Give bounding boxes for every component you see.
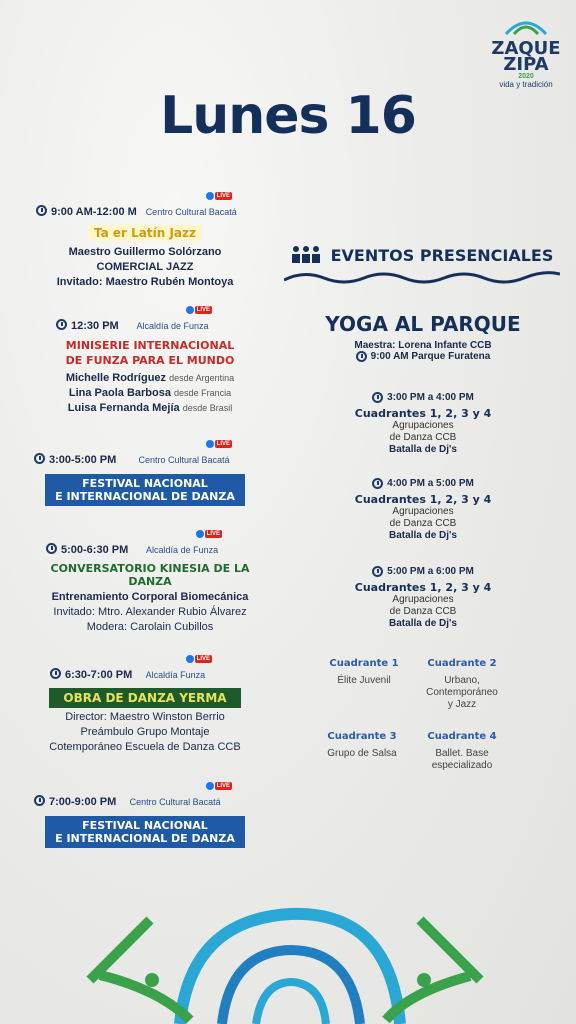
event-heading: MINISERIE INTERNACIONAL — [65, 339, 235, 352]
clock-icon — [34, 453, 45, 464]
facebook-icon — [206, 782, 214, 790]
event-venue: Alcaldía de Funza — [136, 321, 209, 331]
event-5 — [30, 655, 260, 755]
event-venue: Alcaldía Funza — [145, 670, 206, 680]
cuadrante-2 — [410, 658, 514, 711]
cuadrante-title: Cuadrante 1 — [329, 658, 399, 669]
presencial-title: EVENTOS PRESENCIALES — [330, 245, 554, 265]
slot-heading: Cuadrantes 1, 2, 3 y 4 — [354, 493, 492, 507]
event-heading: DE FUNZA PARA EL MUNDO — [65, 354, 235, 367]
slot-heading: Cuadrantes 1, 2, 3 y 4 — [354, 581, 492, 595]
slot-3 — [286, 566, 560, 630]
event-line: Invitado: Maestro Rubén Montoya — [56, 276, 234, 288]
slot-line: de Danza CCB — [389, 606, 457, 618]
event-time: 5:00-6:30 PM — [61, 544, 129, 556]
slot-time: 5:00 PM a 6:00 PM — [387, 566, 474, 578]
event-person — [40, 386, 260, 401]
cuadrante-line: Élite Juvenil — [337, 675, 391, 686]
event-time: 9:00 AM-12:00 M — [51, 206, 137, 218]
slot-2 — [286, 478, 560, 542]
cuadrante-line: Grupo de Salsa — [327, 748, 397, 759]
event-heading: CONVERSATORIO KINESIA DE LA DANZA — [50, 562, 250, 588]
facebook-icon — [186, 655, 194, 663]
event-line: Invitado: Mtro. Alexander Rubio Álvarez — [53, 606, 247, 618]
event-1 — [30, 192, 260, 290]
clock-icon — [372, 478, 383, 489]
yoga-block — [286, 312, 560, 362]
facebook-icon — [206, 192, 214, 200]
person-origin: desde Brasil — [182, 403, 233, 413]
live-badge: LIVE — [216, 783, 230, 789]
wave-divider — [284, 270, 560, 284]
facebook-icon — [206, 440, 214, 448]
logo-year: 2020 — [518, 73, 534, 80]
decorative-swirl — [0, 900, 576, 1024]
slot-line: Batalla de Dj's — [389, 618, 457, 630]
clock-icon — [36, 205, 47, 216]
event-heading: FESTIVAL NACIONAL — [82, 819, 208, 832]
person-name: Michelle Rodríguez — [65, 372, 167, 384]
cuadrante-3 — [312, 731, 412, 760]
clock-icon — [50, 668, 61, 679]
slot-heading: Cuadrantes 1, 2, 3 y 4 — [354, 407, 492, 421]
page-title: Lunes 16 — [160, 86, 416, 146]
cuadrante-title: Cuadrante 2 — [427, 658, 497, 669]
slot-line: Batalla de Dj's — [389, 444, 457, 456]
person-name: Luisa Fernanda Mejía — [67, 402, 180, 414]
event-time: 3:00-5:00 PM — [49, 454, 117, 466]
facebook-icon — [186, 306, 194, 314]
live-badge: LIVE — [216, 441, 230, 447]
live-badge: LIVE — [196, 307, 210, 313]
event-line: Preámbulo Grupo Montaje — [80, 726, 210, 738]
event-heading: FESTIVAL NACIONAL — [82, 477, 208, 490]
event-3 — [30, 440, 260, 506]
event-line: Entrenamiento Corporal Biomecánica — [51, 591, 249, 603]
clock-icon — [356, 351, 367, 362]
clock-icon — [372, 392, 383, 403]
event-time: 6:30-7:00 PM — [65, 669, 133, 681]
event-venue: Centro Cultural Bacatá — [138, 455, 230, 465]
logo-line2: ZIPA — [503, 54, 549, 75]
event-venue: Alcaldía de Funza — [146, 545, 219, 555]
slot-time: 3:00 PM a 4:00 PM — [387, 392, 474, 404]
cuadrante-4 — [410, 731, 514, 772]
event-person — [40, 371, 260, 386]
event-venue: Centro Cultural Bacatá — [129, 797, 221, 807]
event-venue: Centro Cultural Bacatá — [145, 207, 237, 217]
clock-icon — [56, 319, 67, 330]
live-badge: LIVE — [206, 531, 220, 537]
clock-icon — [34, 795, 45, 806]
clock-icon — [46, 543, 57, 554]
logo-line1: ZAQUE — [491, 38, 561, 59]
slot-line: Agrupaciones — [392, 420, 454, 432]
live-badge: LIVE — [216, 193, 230, 199]
cuadrante-line: Urbano, — [444, 675, 480, 686]
event-heading: OBRA DE DANZA YERMA — [49, 688, 240, 708]
cuadrante-line: Ballet. Base — [435, 748, 489, 759]
logo-swirl-icon — [496, 16, 556, 36]
slot-line: de Danza CCB — [389, 518, 457, 530]
cuadrante-1 — [314, 658, 414, 687]
cuadrante-title: Cuadrante 3 — [327, 731, 397, 742]
presencial-header — [284, 244, 560, 289]
event-4 — [30, 530, 270, 635]
cuadrante-line: Contemporáneo — [426, 687, 498, 698]
event-heading: E INTERNACIONAL DE DANZA — [55, 832, 235, 845]
yoga-teacher: Maestra: Lorena Infante CCB — [354, 340, 492, 351]
slot-line: Agrupaciones — [392, 594, 454, 606]
event-line: Cotemporáneo Escuela de Danza CCB — [49, 741, 241, 753]
event-time: 12:30 PM — [71, 320, 119, 332]
event-line: Director: Maestro Winston Berrio — [65, 711, 225, 723]
event-heading: Ta er Latín Jazz — [88, 225, 202, 241]
event-heading: E INTERNACIONAL DE DANZA — [55, 490, 235, 503]
event-6 — [30, 782, 260, 848]
event-banner — [45, 474, 245, 506]
cuadrante-line: y Jazz — [447, 699, 477, 710]
yoga-time: 9:00 AM Parque Furatena — [370, 351, 491, 363]
cuadrante-title: Cuadrante 4 — [427, 731, 497, 742]
live-badge: LIVE — [196, 656, 210, 662]
people-group-icon — [291, 244, 321, 266]
cuadrante-line: especializado — [431, 760, 493, 771]
event-line: Modera: Carolain Cubillos — [86, 621, 214, 633]
event-banner — [45, 816, 245, 848]
facebook-icon — [196, 530, 204, 538]
slot-time: 4:00 PM a 5:00 PM — [387, 478, 474, 490]
slot-line: Agrupaciones — [392, 506, 454, 518]
zaquezipa-logo — [490, 16, 562, 89]
yoga-title: YOGA AL PARQUE — [325, 312, 521, 336]
slot-1 — [286, 392, 560, 456]
logo-tagline: vida y tradición — [499, 80, 553, 89]
event-line: Maestro Guillermo Solórzano — [68, 246, 222, 258]
person-origin: desde Argentina — [169, 373, 235, 383]
clock-icon — [372, 566, 383, 577]
event-time: 7:00-9:00 PM — [49, 796, 117, 808]
event-line: COMERCIAL JAZZ — [96, 261, 194, 273]
person-origin: desde Francia — [174, 388, 232, 398]
event-person — [40, 401, 260, 416]
person-name: Lina Paola Barbosa — [68, 387, 171, 399]
event-2 — [40, 306, 260, 416]
slot-line: Batalla de Dj's — [389, 530, 457, 542]
slot-line: de Danza CCB — [389, 432, 457, 444]
